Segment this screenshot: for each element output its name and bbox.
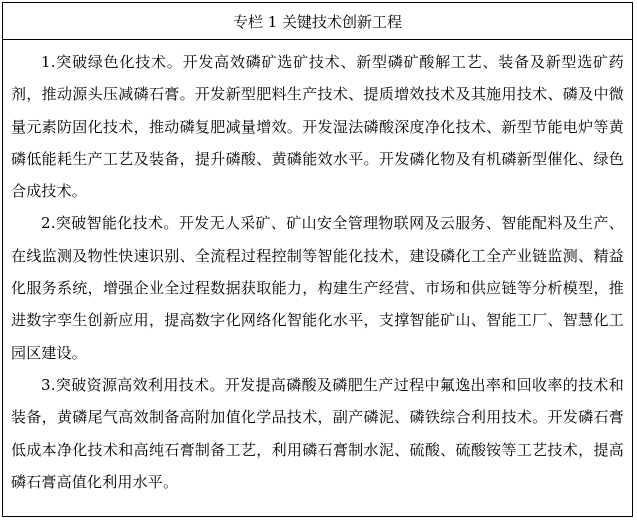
paragraph-green-tech: 1.突破绿色化技术。开发高效磷矿选矿技术、新型磷矿酸解工艺、装备及新型选矿药剂，推动源头压减磷石膏。开发新型肥料生产技术、提质增效技术及其施用技术、磷及中微量元素防固化技术，推动磷复肥减量增效。开发湿法磷酸深度净化技术、新型节能电炉等黄磷低能耗生产工艺及装备，提升磷酸、黄磷能效水平。开发磷化物及有机磷新型催化、绿色合成技术。 <box>11 53 624 201</box>
box-content <box>3 40 632 498</box>
paragraph-smart-tech: 2.突破智能化技术。开发无人采矿、矿山安全管理物联网及云服务、智能配料及生产、在线监测及物性快速识别、全流程过程控制等智能化技术，建设磷化工全产业链监测、精益化服务系统，增强企业全过程数据获取能力，构建生产经营、市场和供应链等分析模型，推进数字孪生创新应用，提高数字化网络化智能化水平，支撑智能矿山、智能工厂、智慧化工园区建设。 <box>11 214 624 362</box>
column-box <box>2 2 633 517</box>
paragraph-resource-tech: 3.突破资源高效利用技术。开发提高磷酸及磷肥生产过程中氟逸出率和回收率的技术和装备，黄磷尾气高效制备高附加值化学品技术，副产磷泥、磷铁综合利用技术。开发磷石膏低成本净化技术和高纯石膏制备工艺，利用磷石膏制水泥、硫酸、硫酸铵等工艺技术，提高磷石膏高值化利用水平。 <box>11 375 624 491</box>
box-title: 专栏 1 关键技术创新工程 <box>232 12 403 31</box>
box-title-row <box>3 3 632 40</box>
